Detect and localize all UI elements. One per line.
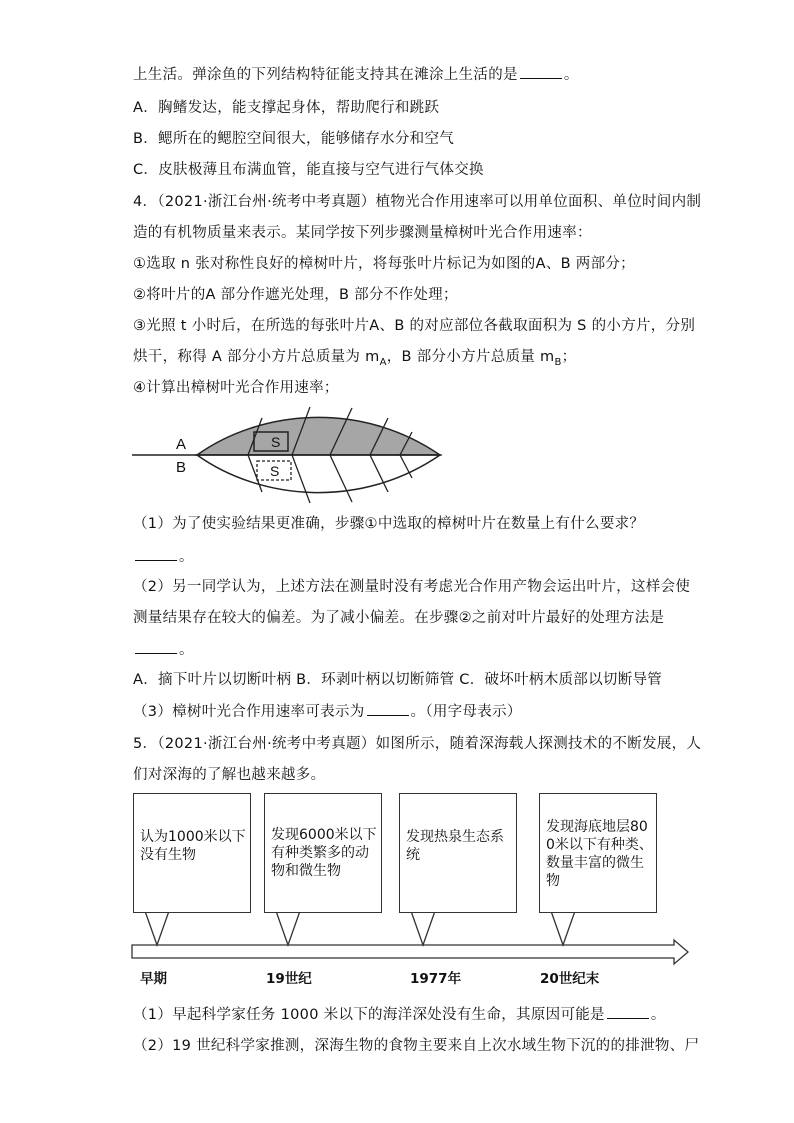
q4-part-1: （1）为了使实验结果更准确，步骤①中选取的樟树叶片在数量上有什么要求？ xyxy=(133,516,645,532)
timeline-pointer xyxy=(551,911,575,945)
q4-step-2: ②将叶片的A 部分作遮光处理，B 部分不作处理； xyxy=(133,287,458,303)
q5-stem-line1: 5．（2021·浙江台州·统考中考真题）如图所示，随着深海载人探测技术的不断发展，人 xyxy=(133,736,702,752)
q5-part-1: （1）早起科学家任务 1000 米以下的海洋深处没有生命，其原因可能是 。 xyxy=(133,1004,666,1025)
q3-stem-tail: 上生活。弹涂鱼的下列结构特征能支持其在滩涂上生活的是 。 xyxy=(133,64,579,85)
square-a-label: S xyxy=(271,434,281,450)
q4-stem-line2: 造的有机物质量来表示。某同学按下列步骤测量樟树叶光合作用速率： xyxy=(133,225,592,241)
timeline-label: 早期 xyxy=(140,971,167,987)
q4-step-3-line2: 烘干，称得 A 部分小方片总质量为 $m_A$，B 部分小方片总质量 $m_B$； xyxy=(133,349,577,368)
timeline-pointer xyxy=(411,911,435,945)
q4-step-3-line1: ③光照 t 小时后，在所选的每张叶片A、B 的对应部位各截取面积为 S 的小方片，分别 xyxy=(133,318,696,334)
q4-step-4: ④计算出樟树叶光合作用速率； xyxy=(133,380,339,396)
timeline-arrow xyxy=(132,940,688,964)
answer-blank[interactable] xyxy=(135,639,177,654)
label-b: B xyxy=(176,459,187,476)
timeline-pointer xyxy=(145,911,169,945)
square-b-label: S xyxy=(270,463,280,479)
answer-blank[interactable] xyxy=(135,546,177,561)
q4-stem-line1: 4．（2021·浙江台州·统考中考真题）植物光合作用速率可以用单位面积、单位时间内制 xyxy=(133,194,702,210)
q5-stem-line2: 们对深海的了解也越来越多。 xyxy=(133,767,326,783)
timeline-box: 发现热泉生态系统 xyxy=(399,793,517,913)
q3-option-a: A．胸鳍发达，能支撑起身体，帮助爬行和跳跃 xyxy=(133,100,440,116)
timeline-label: 19世纪 xyxy=(266,971,312,987)
q4-step-1: ①选取 n 张对称性良好的樟树叶片，将每张叶片标记为如图的A、B 两部分； xyxy=(133,256,635,272)
timeline-box: 认为1000米以下没有生物 xyxy=(133,793,251,913)
q5-part-2: （2）19 世纪科学家推测，深海生物的食物主要来自上次水域生物下沉的的排泄物、尸 xyxy=(133,1038,700,1054)
timeline-box: 发现6000米以下有种类繁多的动物和微生物 xyxy=(264,793,382,913)
q4-part-2-line2: 测量结果存在较大的偏差。为了减小偏差。在步骤②之前对叶片最好的处理方法是 xyxy=(133,610,665,626)
label-a: A xyxy=(176,436,187,453)
q4-part-3: （3）樟树叶光合作用速率可表示为 。（用字母表示） xyxy=(133,701,522,722)
q3-option-b: B．鳃所在的鳃腔空间很大，能够储存水分和空气 xyxy=(133,131,455,147)
timeline-label: 1977年 xyxy=(410,971,462,987)
q4-part-2-line1: （2）另一同学认为，上述方法在测量时没有考虑光合作用产物会运出叶片，这样会使 xyxy=(133,579,691,595)
timeline-box: 发现海底地层800米以下有种类、数量丰富的微生物 xyxy=(539,793,657,913)
q3-option-c: C．皮肤极薄且布满血管，能直接与空气进行气体交换 xyxy=(133,162,484,178)
q4-part-2-options: A．摘下叶片以切断叶柄 B．环剥叶柄以切断筛管 C．破坏叶柄木质部以切断导管 xyxy=(133,672,663,688)
answer-blank[interactable] xyxy=(607,1004,649,1019)
answer-blank[interactable] xyxy=(520,64,562,79)
answer-blank[interactable] xyxy=(367,701,409,716)
leaf-diagram xyxy=(130,400,450,510)
timeline-label: 20世纪末 xyxy=(540,971,600,987)
q4-part-2-answer: 。 xyxy=(133,639,194,660)
timeline-pointer xyxy=(276,911,300,945)
q4-part-1-answer: 。 xyxy=(133,546,194,567)
